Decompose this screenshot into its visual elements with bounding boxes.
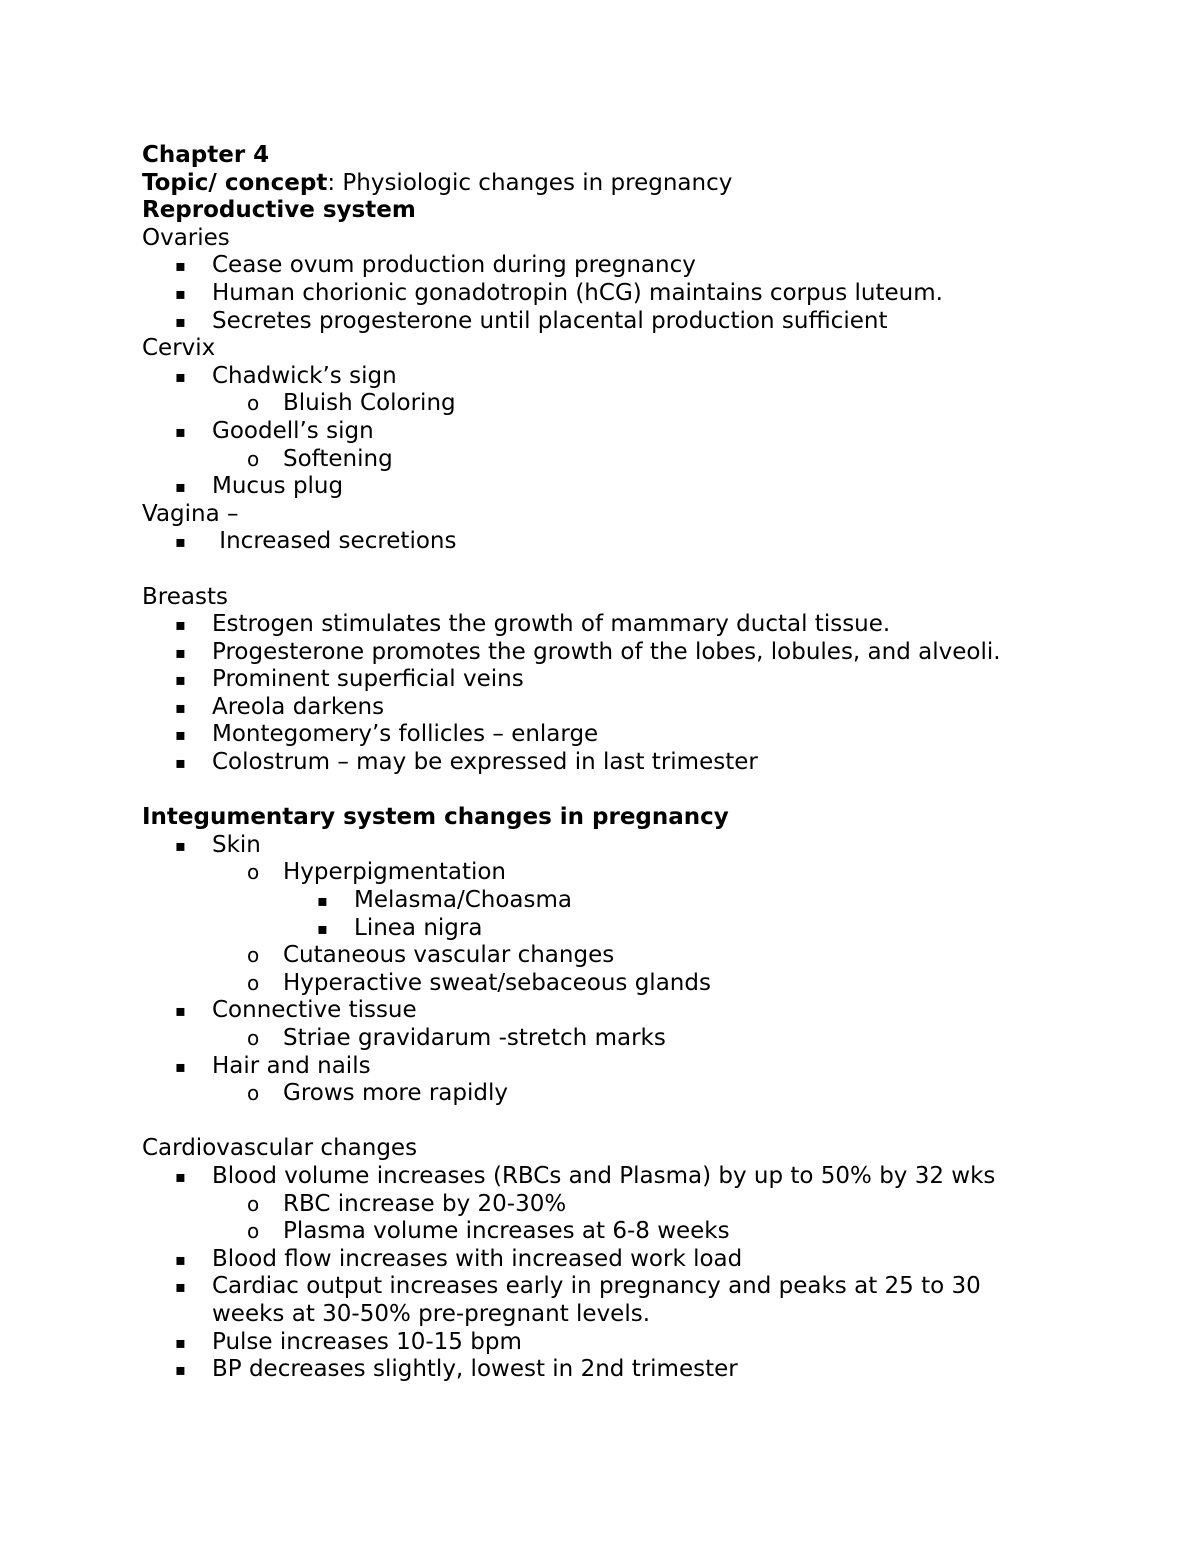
square-bullet-icon: ▪ [317,891,328,911]
list-item [142,1273,1102,1301]
spacer [142,777,1102,805]
list-item-text: Human chorionic gonadotropin (hCG) maintains corpus luteum. [212,279,943,306]
spacer [142,556,1102,584]
square-bullet-icon: ▪ [175,670,186,690]
list-item-text: Connective tissue [212,997,417,1024]
list-item-text: Linea nigra [354,914,483,941]
circle-bullet-icon: o [247,970,260,995]
list-item [142,528,1102,556]
list-item-text: Prominent superficial veins [212,666,524,693]
list-item [142,1329,1102,1357]
square-bullet-icon: ▪ [175,1056,186,1076]
vagina-label: Vagina – [142,500,239,527]
list-item [142,832,1102,860]
list-item-text: Estrogen stimulates the growth of mammary ductal tissue. [212,611,891,638]
cardio-label: Cardiovascular changes [142,1135,418,1162]
list-item [142,721,1102,749]
list-item-text: Secretes progesterone until placental production sufficient [212,307,888,334]
circle-bullet-icon: o [247,943,260,968]
breasts-label: Breasts [142,583,228,610]
square-bullet-icon: ▪ [175,256,186,276]
square-bullet-icon: ▪ [175,1277,186,1297]
circle-bullet-icon: o [247,860,260,885]
list-item-text: Hyperactive sweat/sebaceous glands [283,969,711,996]
reproductive-heading: Reproductive system [142,197,416,224]
square-bullet-icon: ▪ [175,835,186,855]
list-item-text: Montegomery’s follicles – enlarge [212,721,599,748]
list-item-text: Bluish Coloring [283,390,456,417]
list-item [142,1163,1102,1191]
list-item [142,639,1102,667]
list-item-text: Increased secretions [212,528,457,555]
list-item-text: BP decreases slightly, lowest in 2nd trimester [212,1356,738,1383]
list-item [142,942,1102,970]
square-bullet-icon: ▪ [175,366,186,386]
list-item [142,363,1102,391]
list-item [142,418,1102,446]
list-item-text: Chadwick’s sign [212,362,397,389]
list-item-continuation [142,1301,1102,1329]
list-item-text: Cardiac output increases early in pregnancy and peaks at 25 to 30 [212,1273,981,1300]
circle-bullet-icon: o [247,446,260,471]
list-item [142,473,1102,501]
list-item [142,611,1102,639]
list-item-text: Progesterone promotes the growth of the lobes, lobules, and alveoli. [212,638,1001,665]
list-item-text: Mucus plug [212,473,344,500]
square-bullet-icon: ▪ [175,532,186,552]
square-bullet-icon: ▪ [175,1001,186,1021]
topic-label: Topic/ concept [142,169,328,196]
square-bullet-icon: ▪ [175,1332,186,1352]
list-item-text: Striae gravidarum -stretch marks [283,1025,666,1051]
square-bullet-icon: ▪ [175,477,186,497]
list-item-text: Blood volume increases (RBCs and Plasma) by up to 50% by 32 wks [212,1162,996,1189]
document-content [142,142,1102,1384]
list-item [142,1246,1102,1274]
circle-bullet-icon: o [247,391,260,416]
list-item [142,1191,1102,1219]
square-bullet-icon: ▪ [175,311,186,331]
square-bullet-icon: ▪ [175,642,186,662]
list-item-text: weeks at 30-50% pre-pregnant levels. [212,1300,651,1327]
integumentary-heading: Integumentary system changes in pregnancy [142,804,729,831]
list-item [142,887,1102,915]
topic-text: : Physiologic changes in pregnancy [327,169,733,196]
square-bullet-icon: ▪ [175,1249,186,1269]
square-bullet-icon: ▪ [175,615,186,635]
list-item-text: Skin [212,831,261,858]
list-item [142,390,1102,418]
square-bullet-icon: ▪ [317,918,328,938]
list-item [142,694,1102,722]
list-item-text: Hyperpigmentation [283,859,507,886]
list-item [142,915,1102,943]
list-item [142,1356,1102,1384]
list-item [142,1218,1102,1246]
square-bullet-icon: ▪ [175,1360,186,1380]
list-item [142,970,1102,998]
list-item-text: Hair and nails [212,1052,371,1079]
list-item [142,1025,1102,1053]
list-item-text: Cutaneous vascular changes [283,942,615,969]
square-bullet-icon: ▪ [175,753,186,773]
circle-bullet-icon: o [247,1026,260,1050]
square-bullet-icon: ▪ [175,1166,186,1186]
list-item [142,1053,1102,1081]
cervix-label: Cervix [142,335,216,362]
square-bullet-icon: ▪ [175,697,186,717]
list-item-text: Goodell’s sign [212,417,374,444]
ovaries-label: Ovaries [142,224,230,251]
list-item [142,859,1102,887]
list-item [142,252,1102,280]
list-item [142,446,1102,474]
list-item-text: RBC increase by 20-30% [283,1190,567,1217]
list-item-text: Cease ovum production during pregnancy [212,252,696,279]
list-item [142,749,1102,777]
circle-bullet-icon: o [247,1081,260,1106]
list-item [142,997,1102,1025]
list-item [142,666,1102,694]
square-bullet-icon: ▪ [175,283,186,303]
list-item-text: Areola darkens [212,693,385,720]
list-item [142,1080,1102,1108]
topic-line [142,170,1102,198]
list-item-text: Pulse increases 10-15 bpm [212,1328,522,1355]
list-item [142,308,1102,336]
list-item-text: Softening [283,445,393,472]
square-bullet-icon: ▪ [175,725,186,745]
circle-bullet-icon: o [247,1219,260,1244]
spacer [142,1108,1102,1136]
chapter-heading: Chapter 4 [142,142,270,168]
list-item [142,280,1102,308]
list-item-text: Colostrum – may be expressed in last trimester [212,749,758,776]
circle-bullet-icon: o [247,1191,260,1216]
list-item-text: Blood flow increases with increased work load [212,1245,743,1272]
list-item-text: Grows more rapidly [283,1080,508,1107]
square-bullet-icon: ▪ [175,421,186,441]
list-item-text: Melasma/Choasma [354,887,572,914]
list-item-text: Plasma volume increases at 6-8 weeks [283,1218,730,1245]
